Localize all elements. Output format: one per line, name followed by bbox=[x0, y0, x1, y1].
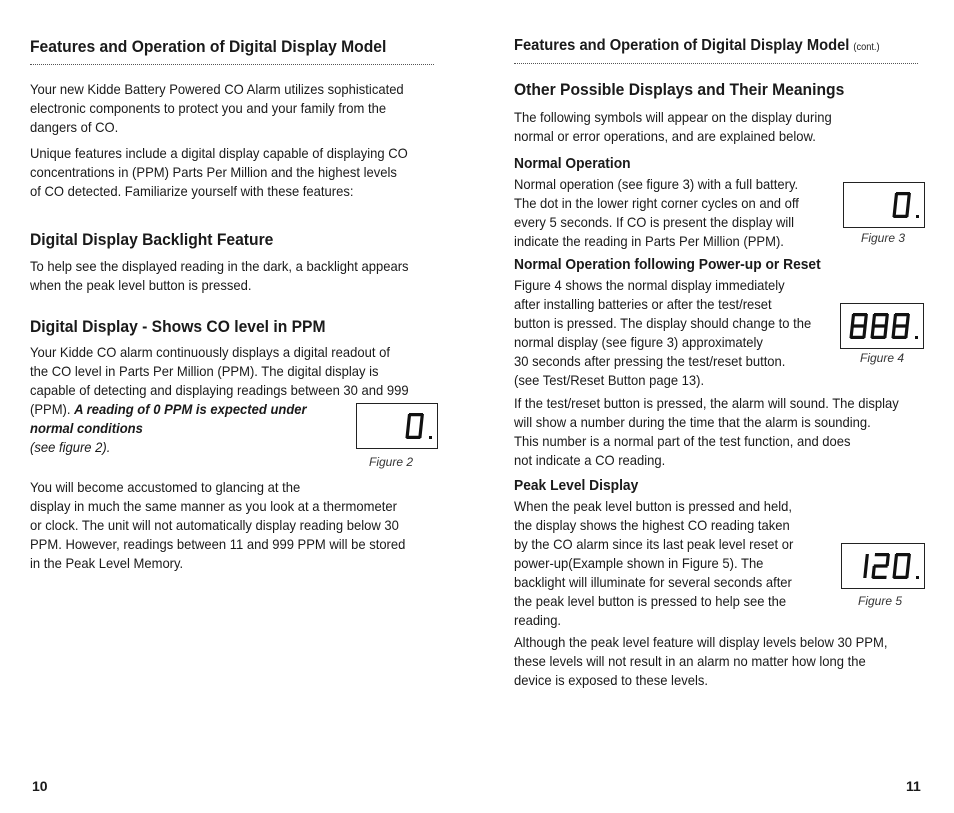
lcd-segment bbox=[852, 324, 866, 327]
lcd-segment bbox=[894, 193, 898, 205]
figure-3-lcd-display bbox=[843, 182, 925, 228]
normal-operation-heading: Normal Operation bbox=[514, 155, 631, 172]
backlight-heading: Digital Display Backlight Feature bbox=[30, 230, 274, 249]
lcd-segment bbox=[864, 554, 868, 566]
lcd-status-dot bbox=[429, 436, 432, 439]
powerup-heading: Normal Operation following Power-up or Reset bbox=[514, 256, 821, 273]
figure-4-caption: Figure 4 bbox=[860, 351, 905, 365]
lcd-segment bbox=[872, 576, 886, 579]
lcd-segment bbox=[872, 314, 876, 326]
test-reset-paragraph: If the test/reset button is pressed, the alarm will sound. The display will show a number during the time that the alarm is sounding. This number is a normal part of the test function, and does not indicate a CO reading. bbox=[514, 395, 899, 468]
left-page-title: Features and Operation of Digital Display Model bbox=[30, 37, 387, 56]
shows-co-level-paragraph: Your Kidde CO alarm continuously displays a digital readout of the CO level in Parts Per Million (PPM). The digital display is capable of detecting and displaying readings between 30 and 999 (PPM). A reading of 0 PPM is expected under normal conditions (see figure 2). bbox=[30, 344, 409, 455]
right-title-divider bbox=[514, 63, 918, 64]
lcd-status-dot bbox=[916, 576, 919, 579]
left-intro-paragraph-1: Your new Kidde Battery Powered CO Alarm utilizes sophisticated electronic components to protect you and your family from the dangers of CO. bbox=[30, 81, 404, 135]
normal-conditions-emphasis: normal conditions bbox=[30, 420, 143, 436]
lcd-status-dot bbox=[915, 336, 918, 339]
figure-4-digits bbox=[841, 304, 923, 348]
other-displays-paragraph: The following symbols will appear on the display during normal or error operations, and are explained below. bbox=[514, 109, 832, 144]
although-paragraph: Although the peak level feature will display levels below 30 PPM, these levels will not result in an alarm no matter how long the device is exposed to these levels. bbox=[514, 634, 888, 688]
peak-level-heading: Peak Level Display bbox=[514, 477, 639, 494]
figure-2-caption: Figure 2 bbox=[369, 455, 414, 469]
normal-operation-paragraph: Normal operation (see figure 3) with a full battery. The dot in the lower right corner cycles on and off every 5 seconds. If CO is present the display will indicate the reading in Parts Per Million (PPM). bbox=[514, 176, 799, 249]
lcd-segment bbox=[863, 566, 867, 578]
cont-label: (cont.) bbox=[853, 42, 880, 53]
figure-5-lcd-display bbox=[841, 543, 925, 589]
peak-level-paragraph: When the peak level button is pressed and held, the display shows the highest CO reading taken by the CO alarm since its last peak level reset or power-up(Example shown in Figure 5). The backlight will illuminate for several seconds after the peak level button is pressed to help see the reading. bbox=[514, 498, 794, 628]
figure-3-caption: Figure 3 bbox=[861, 231, 906, 245]
figure-3-digits bbox=[844, 183, 924, 227]
expected-reading-emphasis: A reading of 0 PPM is expected under bbox=[74, 401, 307, 417]
lcd-segment bbox=[893, 314, 897, 326]
powerup-paragraph: Figure 4 shows the normal display immediately after installing batteries or after the test/reset button is pressed. The display should change to the normal display (see figure 3) approximately 30 seconds after pressing the test/reset button. (see Test/Reset Button page 13). bbox=[514, 277, 812, 388]
right-page-title: Features and Operation of Digital Display Model (cont.) bbox=[514, 37, 880, 54]
left-page-number: 10 bbox=[32, 778, 48, 794]
figure-2-lcd-display bbox=[356, 403, 438, 449]
figure-5-caption: Figure 5 bbox=[858, 594, 903, 608]
ppm-text: (PPM). bbox=[30, 401, 71, 417]
backlight-paragraph: To help see the displayed reading in the dark, a backlight appears when the peak level button is pressed. bbox=[30, 258, 409, 293]
right-page-number: 11 bbox=[906, 778, 921, 794]
left-title-divider bbox=[30, 64, 434, 65]
lcd-segment bbox=[894, 324, 908, 327]
figure-5-digits bbox=[842, 544, 924, 588]
left-intro-paragraph-2: Unique features include a digital display capable of displaying CO concentrations in (PPM) Parts Per Million and the highest levels of CO detected. Familiarize yourself with these features: bbox=[30, 145, 408, 199]
lcd-segment bbox=[407, 414, 411, 426]
lcd-segment bbox=[873, 324, 887, 327]
shows-co-level-heading: Digital Display - Shows CO level in PPM bbox=[30, 317, 326, 336]
lcd-segment bbox=[851, 314, 855, 326]
lcd-status-dot bbox=[916, 215, 919, 218]
other-displays-heading: Other Possible Displays and Their Meanings bbox=[514, 80, 845, 99]
lcd-segment bbox=[894, 554, 898, 566]
figure-2-digits bbox=[357, 404, 437, 448]
accustomed-paragraph: You will become accustomed to glancing at the display in much the same manner as you look at a thermometer or clock. The unit will not automatically display reading below 30 PPM. However, readings between 11 and 999 PPM will be stored in the Peak Level Memory. bbox=[30, 479, 406, 571]
figure-4-lcd-display bbox=[840, 303, 924, 349]
see-figure-2: (see figure 2). bbox=[30, 439, 111, 455]
